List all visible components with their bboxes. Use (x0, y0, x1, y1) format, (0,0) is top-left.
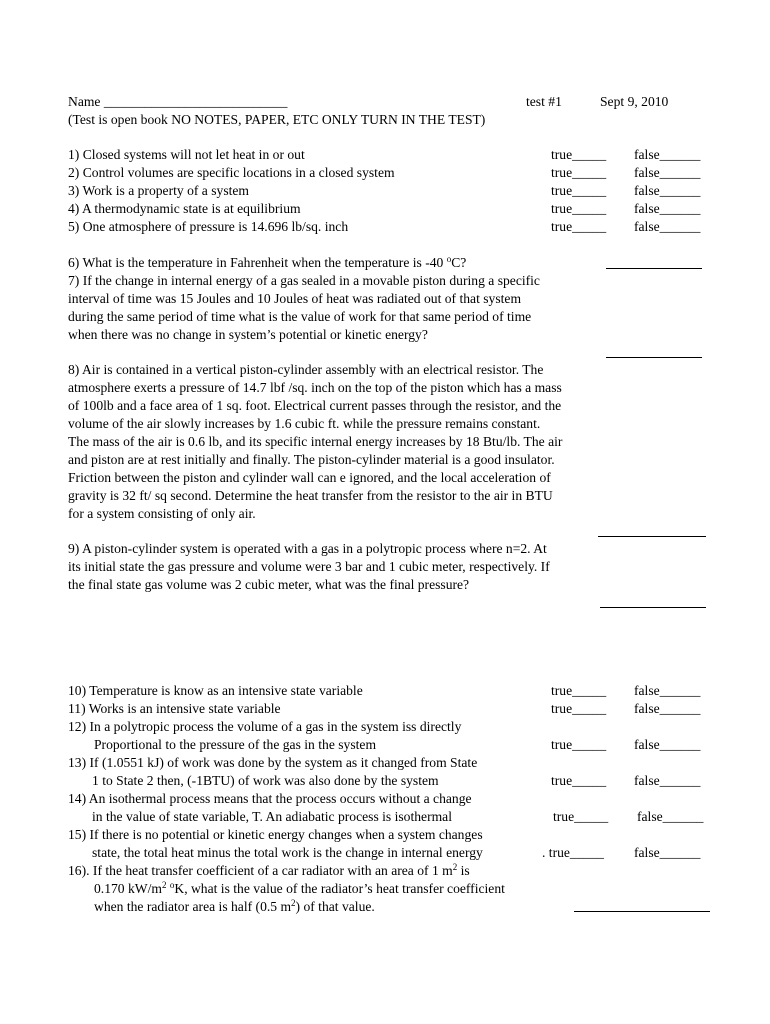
question-line: 8) Air is contained in a vertical piston-cylinder assembly with an electrical resistor. The (68, 362, 544, 377)
answer-blank-q7[interactable] (606, 357, 702, 358)
question-line: interval of time was 15 Joules and 10 Joules of heat was radiated out of that system (68, 291, 522, 306)
question-text: 5) One atmosphere of pressure is 14.696 lb/sq. inch (68, 219, 349, 234)
question-text: 4) A thermodynamic state is at equilibrium (68, 201, 301, 216)
question-line: of 100lb and a face area of 1 sq. foot. Electrical current passes through the resistor, and the (68, 398, 562, 413)
question-text: 1) Closed systems will not let heat in or out (68, 147, 305, 162)
question-text: 14) An isothermal process means that the process occurs without a change (68, 791, 472, 806)
test-date: Sept 9, 2010 (600, 94, 669, 109)
true-answer-blank[interactable]: true_____ (551, 147, 607, 162)
false-answer-blank[interactable]: false______ (634, 201, 701, 216)
true-answer-blank[interactable]: true_____ (553, 809, 609, 824)
question-text: 1 to State 2 then, (-1BTU) of work was also done by the system (92, 773, 439, 788)
question-line: 16). If the heat transfer coefficient of a car radiator with an area of 1 $m^2$ is (68, 862, 470, 878)
question-line: 7) If the change in internal energy of a gas sealed in a movable piston during a specific (68, 273, 540, 288)
true-answer-blank[interactable]: true_____ (551, 219, 607, 234)
true-answer-blank[interactable]: true_____ (551, 683, 607, 698)
test-number: test #1 (526, 94, 562, 109)
false-answer-blank[interactable]: false______ (634, 147, 701, 162)
true-answer-blank[interactable]: true_____ (551, 165, 607, 180)
true-answer-blank[interactable]: true_____ (551, 201, 607, 216)
false-answer-blank[interactable]: false______ (634, 773, 701, 788)
question-line: the final state gas volume was 2 cubic meter, what was the final pressure? (68, 577, 470, 592)
true-answer-blank[interactable]: . true_____ (542, 845, 604, 860)
question-text: in the value of state variable, T. An adiabatic process is isothermal (92, 809, 452, 824)
false-answer-blank[interactable]: false______ (634, 165, 701, 180)
question-text: 2) Control volumes are specific locations in a closed system (68, 165, 395, 180)
true-answer-blank[interactable]: true_____ (551, 701, 607, 716)
question-line: when there was no change in system’s potential or kinetic energy? (68, 327, 428, 342)
question-line: volume of the air slowly increases by 1.6 cubic ft. while the pressure remains constant. (68, 416, 541, 431)
false-answer-blank[interactable]: false______ (634, 219, 701, 234)
test-instructions: (Test is open book NO NOTES, PAPER, ETC ONLY TURN IN THE TEST) (68, 112, 486, 127)
false-answer-blank[interactable]: false______ (634, 845, 701, 860)
true-answer-blank[interactable]: true_____ (551, 737, 607, 752)
question-text: 3) Work is a property of a system (68, 183, 249, 198)
question-text: 12) In a polytropic process the volume of a gas in the system iss directly (68, 719, 462, 734)
question-line: 9) A piston-cylinder system is operated with a gas in a polytropic process where n=2. At (68, 541, 547, 556)
answer-blank-q16[interactable] (574, 911, 710, 912)
question-text: Proportional to the pressure of the gas in the system (94, 737, 377, 752)
answer-blank-q8[interactable] (598, 536, 706, 537)
true-answer-blank[interactable]: true_____ (551, 183, 607, 198)
question-line: atmosphere exerts a pressure of 14.7 lbf /sq. inch on the top of the piston which has a mass (68, 380, 562, 395)
question-text: 10) Temperature is know as an intensive state variable (68, 683, 363, 698)
question-text: 11) Works is an intensive state variable (68, 701, 281, 716)
question-line: The mass of the air is 0.6 lb, and its specific internal energy increases by 18 Btu/lb. The air (68, 434, 563, 449)
question-line: when the radiator area is half (0.5 $m^2$) of that value. (94, 898, 375, 914)
question-line: and piston are at rest initially and finally. The piston-cylinder material is a good insulator. (68, 452, 555, 467)
question-line: Friction between the piston and cylinder wall can e ignored, and the local acceleration of (68, 470, 551, 485)
question-line: its initial state the gas pressure and volume were 3 bar and 1 cubic meter, respectively. If (68, 559, 550, 574)
false-answer-blank[interactable]: false______ (634, 737, 701, 752)
false-answer-blank[interactable]: false______ (637, 809, 704, 824)
question-text: state, the total heat minus the total work is the change in internal energy (92, 845, 483, 860)
name-field[interactable]: Name ___________________________ (68, 94, 288, 109)
answer-blank-q9[interactable] (600, 607, 706, 608)
true-answer-blank[interactable]: true_____ (551, 773, 607, 788)
false-answer-blank[interactable]: false______ (634, 183, 701, 198)
question-text: 15) If there is no potential or kinetic energy changes when a system changes (68, 827, 483, 842)
false-answer-blank[interactable]: false______ (634, 701, 701, 716)
false-answer-blank[interactable]: false______ (634, 683, 701, 698)
answer-blank-q6[interactable] (606, 268, 702, 269)
question-line: during the same period of time what is the value of work for that same period of time (68, 309, 532, 324)
question-line: gravity is 32 ft/ sq second. Determine the heat transfer from the resistor to the air in BTU (68, 488, 553, 503)
question-text: 13) If (1.0551 kJ) of work was done by the system as it changed from State (68, 755, 478, 770)
question-line: for a system consisting of only air. (68, 506, 256, 521)
question-line: 0.170 $kW/m^2$ $^o$K, what is the value of the radiator’s heat transfer coefficient (94, 880, 505, 896)
question-6: 6) What is the temperature in Fahrenheit when the temperature is -40 $^o$C? (68, 254, 467, 270)
